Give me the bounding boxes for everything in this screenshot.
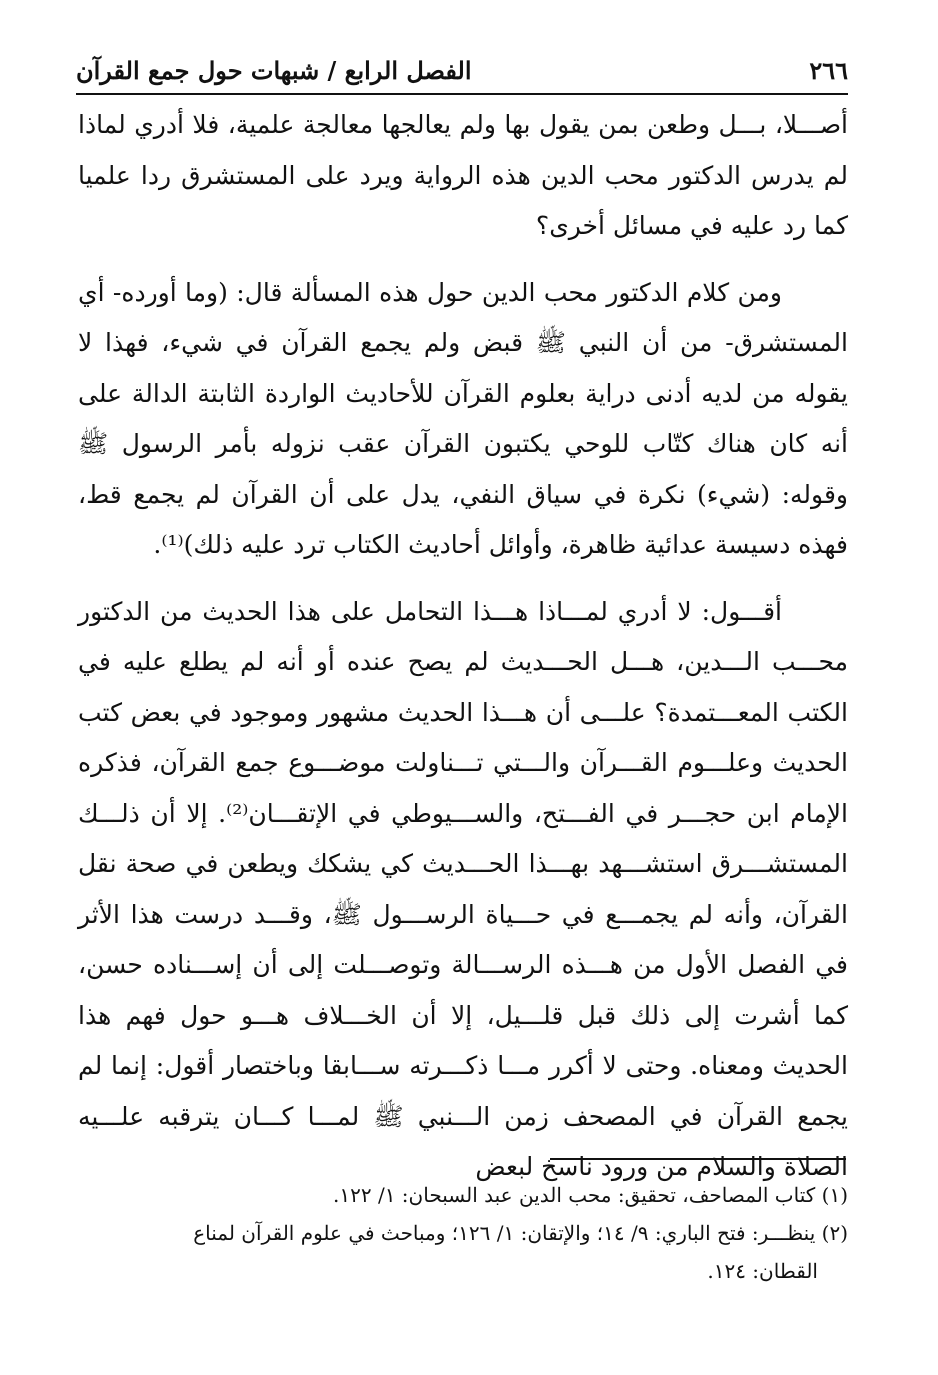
footnote-2: (٢) ينظـــر: فتح الباري: ٩/ ١٤؛ والإتقان: ١/ ١٢٦؛ ومباحث في علوم القرآن لمناع bbox=[193, 1221, 848, 1245]
footnote-1: (١) كتاب المصاحف، تحقيق: محب الدين عبد السبحان: ١/ ١٢٢. bbox=[333, 1183, 848, 1207]
paragraph-3: أقـــول: لا أدري لمـــاذا هـــذا التحامل على هذا الحديث من الدكتور محـــب الـــدين، هـــل الحـــديث لم يصح عنده أو أنه لم يطلع عليه في الكتب المعـــتمدة؟ علـــى أن هـــذا الحديث مشهور وموجود في بعض كتب الحديث وعلـــوم القـــرآن والـــتي تـــناولت موضـــوع جمع القرآن، فذكره الإمام ابن حجـــر في الفـــتح، والســـيوطي في الإتقـــان⁽²⁾. إلا أن ذلـــك المستشـــرق استشـــهد بهـــذا الحـــديث كي يشكك ويطعن في صحة نقل القرآن، وأنه لم يجمـــع في حـــياة الرســـول ﷺ، وقـــد درست هذا الأثر في الفصل الأول من هـــذه الرســـالة وتوصـــلت إلى أن إســـناده حسن، كما أشرت إلى ذلك قبل قلـــيل، إلا أن الخـــلاف هـــو حول فهم هذا الحديث ومعناه. وحتى لا أكرر مـــا ذكـــرته ســـابقا وباختصار أقول: إنما لم يجمع القرآن في المصحف زمن الـــنبي ﷺ لمـــا كـــان يترقبه علـــيه الصلاة والسلام من ورود ناسخ لبعض bbox=[78, 596, 848, 1181]
footnotes bbox=[78, 1176, 848, 1290]
page-header bbox=[76, 52, 848, 96]
header-rule bbox=[76, 93, 848, 95]
paragraph-1: أصـــلا، بـــل وطعن بمن يقول بها ولم يعالجها معالجة علمية، فلا أدري لماذا لم يدرس الدكتور محب الدين هذه الرواية ويرد على المستشرق ردا علميا كما رد عليه في مسائل أخرى؟ bbox=[78, 110, 848, 240]
paragraph-2: ومن كلام الدكتور محب الدين حول هذه المسألة قال: (وما أورده- أي المستشرق- من أن النبي ﷺ قبض ولم يجمع القرآن في شيء، فهذا لا يقوله من لديه أدنى دراية بعلوم القرآن للأحاديث الواردة الثابتة الدالة على أنه كان هناك كتّاب للوحي يكتبون القرآن عقب نزوله بأمر الرسول ﷺ وقوله: (شيء) نكرة في سياق النفي، يدل على أن القرآن لم يجمع قط، فهذه دسيسة عدائية ظاهرة، وأوائل أحاديث الكتاب ترد عليه ذلك)⁽¹⁾. bbox=[78, 277, 848, 559]
page-number: ٢٦٦ bbox=[809, 56, 848, 85]
footnote-2-continuation: القطان: ١٢٤. bbox=[707, 1259, 818, 1283]
main-text bbox=[78, 100, 848, 1209]
footnote-rule bbox=[550, 1158, 846, 1160]
running-title: الفصل الرابع / شبهات حول جمع القرآن bbox=[76, 56, 472, 85]
